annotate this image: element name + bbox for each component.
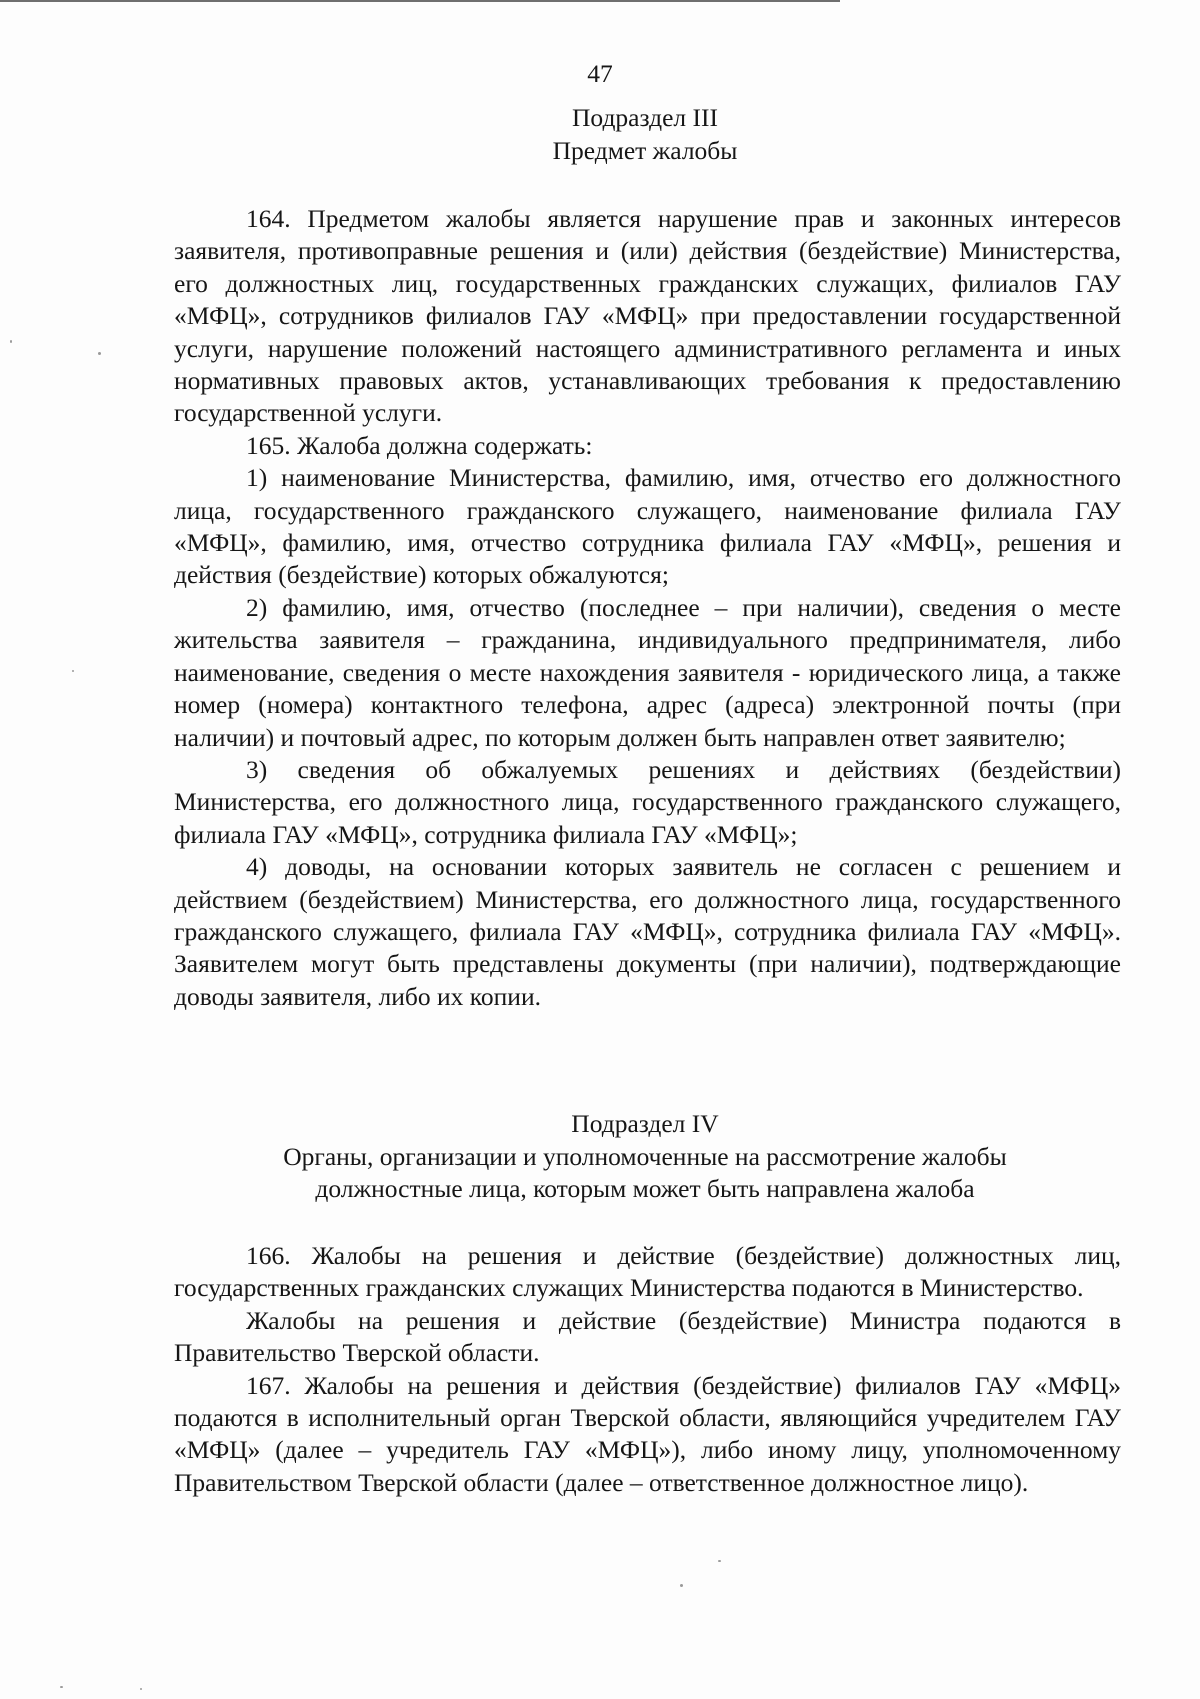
section-3-subtitle: Предмет жалобы [552,135,738,165]
section-4-heading [160,1108,1130,1206]
section-3-title: Подраздел III [572,103,718,132]
scan-edge-line [0,0,840,2]
paragraph-minister: Жалобы на решения и действие (бездействие) Министра подаются в Правительство Тверской области. [174,1305,1121,1368]
paragraph-165: 165. Жалоба должна содержать: [246,430,593,460]
scan-speck [680,1584,683,1587]
section-4-body [174,1240,1121,1499]
section-4-subtitle-line-1: Органы, организации и уполномоченные на рассмотрение жалобы [283,1141,1007,1171]
scan-speck [60,1686,63,1688]
section-4-subtitle-line-2: должностные лица, которым может быть направлена жалоба [315,1174,975,1203]
list-item-4: 4) доводы, на основании которых заявитель не согласен с решением и действием (бездействием) Министерства, его должностного лица, государственного гражданского служащего, филиала ГАУ «МФЦ», сотрудника филиала ГАУ «МФЦ». Заявителем могут быть представлены документы (при наличии), подтверждающие доводы заявителя, либо их копии. [174,852,1121,1011]
paragraph-167: 167. Жалобы на решения и действия (бездействие) филиалов ГАУ «МФЦ» подаются в исполнительный орган Тверской области, являющийся учредителем ГАУ «МФЦ» (далее – учредитель ГАУ «МФЦ»), либо иному лицу, уполномоченному Правительством Тверской области (далее – ответственное должностное лицо). [174,1370,1121,1497]
list-item-2: 2) фамилию, имя, отчество (последнее – при наличии), сведения о месте жительства заявителя – гражданина, индивидуального предпринимателя, либо наименование, сведения о месте нахождения заявителя - юридического лица, а также номер (номера) контактного телефона, адрес (адреса) электронной почты (при наличии) и почтовый адрес, по которым должен быть направлен ответ заявителю; [174,592,1121,752]
list-item-1: 1) наименование Министерства, фамилию, имя, отчество его должностного лица, государственного гражданского служащего, наименование филиала ГАУ «МФЦ», фамилию, имя, отчество сотрудника филиала ГАУ «МФЦ», решения и действия (бездействие) которых обжалуются; [174,463,1121,590]
page-number: 47 [587,59,613,88]
scan-speck [10,340,12,343]
scan-speck [718,1560,721,1562]
list-item-3: 3) сведения об обжалуемых решениях и действиях (бездействии) Министерства, его должностного лица, государственного гражданского служащего, филиала ГАУ «МФЦ», сотрудника филиала ГАУ «МФЦ»; [174,754,1121,849]
scan-speck [98,352,101,355]
paragraph-166: 166. Жалобы на решения и действие (бездействие) должностных лиц, государственных гражданских служащих Министерства подаются в Министерство. [174,1241,1121,1303]
scan-speck [72,670,74,672]
section-3-body [174,203,1121,1013]
section-3-heading [160,102,1130,167]
section-4-title: Подраздел IV [571,1109,719,1138]
paragraph-164: 164. Предметом жалобы является нарушение прав и законных интересов заявителя, противоправные решения и (или) действия (бездействие) Министерства, его должностных лиц, государственных гражданских служащих, филиалов ГАУ «МФЦ», сотрудников филиалов ГАУ «МФЦ» при предоставлении государственной услуги, нарушение положений настоящего административного регламента и иных нормативных правовых актов, устанавливающих требования к предоставлению государственной услуги. [174,204,1121,428]
scan-speck [140,1688,142,1690]
